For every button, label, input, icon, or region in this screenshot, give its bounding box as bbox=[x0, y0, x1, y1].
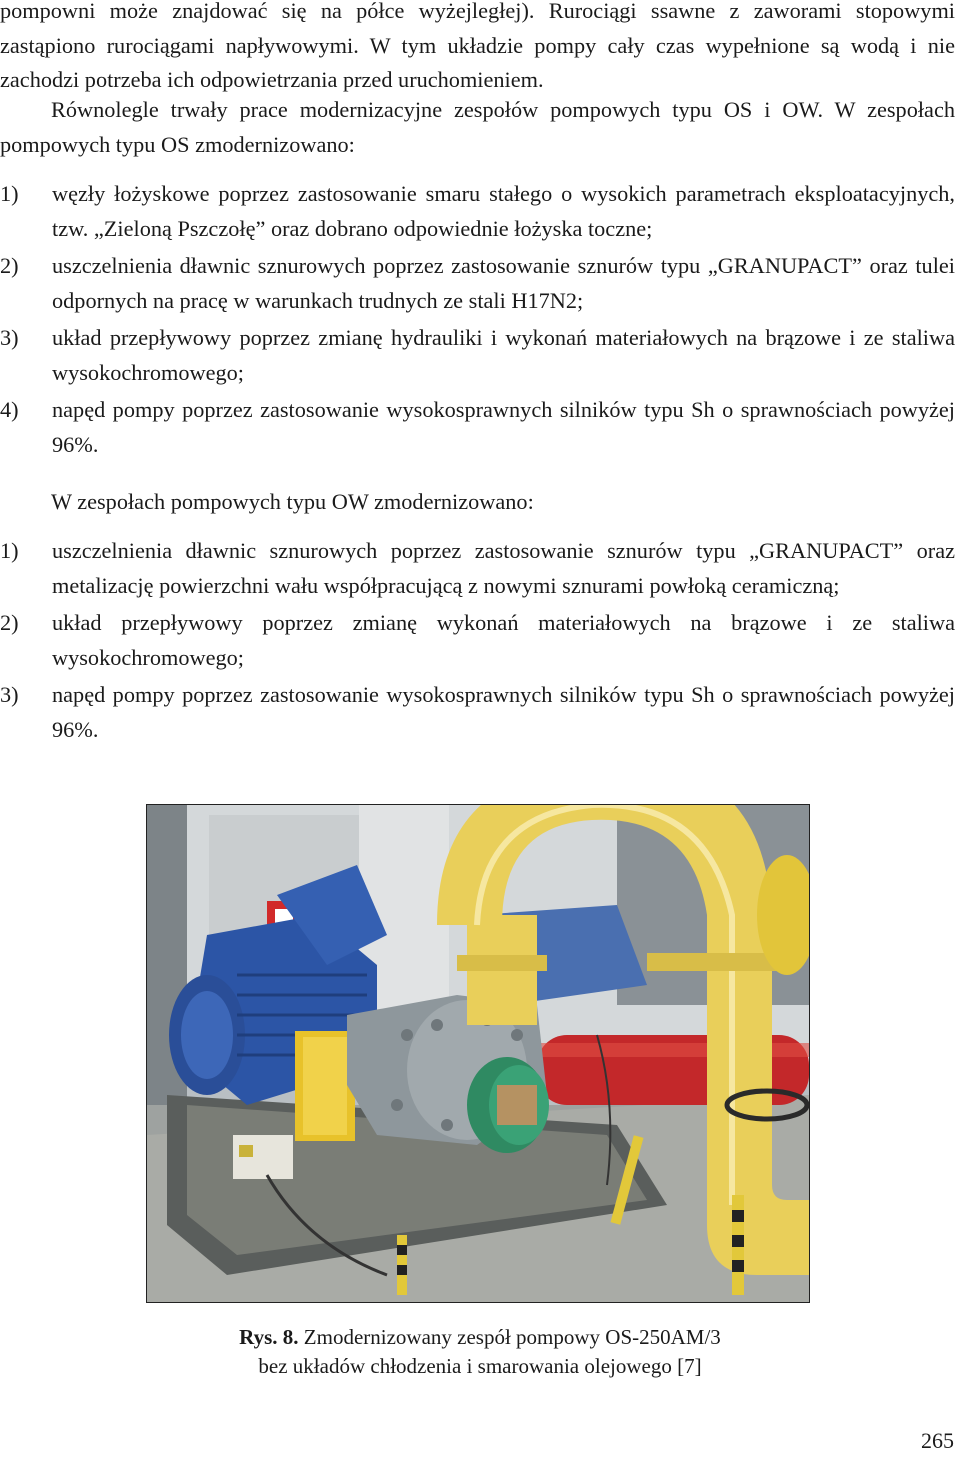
page-number: 265 bbox=[921, 1428, 954, 1453]
caption-line-2: bez układów chłodzenia i smarowania olejowego [7] bbox=[258, 1354, 702, 1378]
caption-line-1: Rys. 8. Zmodernizowany zespół pompowy OS-250AM/3 bbox=[239, 1325, 721, 1349]
list-item: 3) układ przepływowy poprzez zmianę hydrauliki i wykonań materiałowych na brązowe i ze staliwa wysokochromowego; bbox=[0, 325, 955, 385]
ow-intro-paragraph: W zespołach pompowych typu OW zmodernizowano: bbox=[51, 489, 534, 514]
list-item: 1) uszczelnienia dławnic sznurowych poprzez zastosowanie sznurów typu „GRANUPACT” oraz metalizację powierzchni wału współpracującą z nowymi sznurami powłoką ceramiczną; bbox=[0, 538, 955, 598]
list-item: 4) napęd pompy poprzez zastosowanie wysokosprawnych silników typu Sh o sprawnościach powyżej 96%. bbox=[0, 397, 955, 457]
modernization-paragraph: Równolegle trwały prace modernizacyjne zespołów pompowych typu OS i OW. W zespołach pompowych typu OS zmodernizowano: bbox=[0, 97, 955, 157]
intro-paragraph: pompowni może znajdować się na półce wyżejległej). Rurociągi ssawne z zaworami stopowymi zastąpiono rurociągami napływowymi. W tym układzie pompy cały czas wypełnione są wodą i nie zachodzi potrzeba ich odpowietrzania przed uruchomieniem. bbox=[0, 0, 955, 92]
list-item: 2) układ przepływowy poprzez zmianę wykonań materiałowych na brązowe i ze staliwa wysokochromowego; bbox=[0, 610, 955, 670]
list-item: 3) napęd pompy poprzez zastosowanie wysokosprawnych silników typu Sh o sprawnościach powyżej 96%. bbox=[0, 682, 955, 742]
list-item: 2) uszczelnienia dławnic sznurowych poprzez zastosowanie sznurów typu „GRANUPACT” oraz tulei odpornych na pracę w warunkach trudnych ze stali H17N2; bbox=[0, 253, 955, 313]
pump-unit-photo bbox=[146, 804, 810, 1303]
figure-label: Rys. 8. bbox=[239, 1325, 299, 1349]
ow-modernization-list bbox=[0, 534, 955, 750]
os-modernization-list bbox=[0, 177, 955, 465]
figure-caption bbox=[0, 1323, 960, 1381]
list-item: 1) węzły łożyskowe poprzez zastosowanie smaru stałego o wysokich parametrach eksploatacyjnych, tzw. „Zieloną Pszczołę” oraz dobrano odpowiednie łożyska toczne; bbox=[0, 181, 955, 241]
